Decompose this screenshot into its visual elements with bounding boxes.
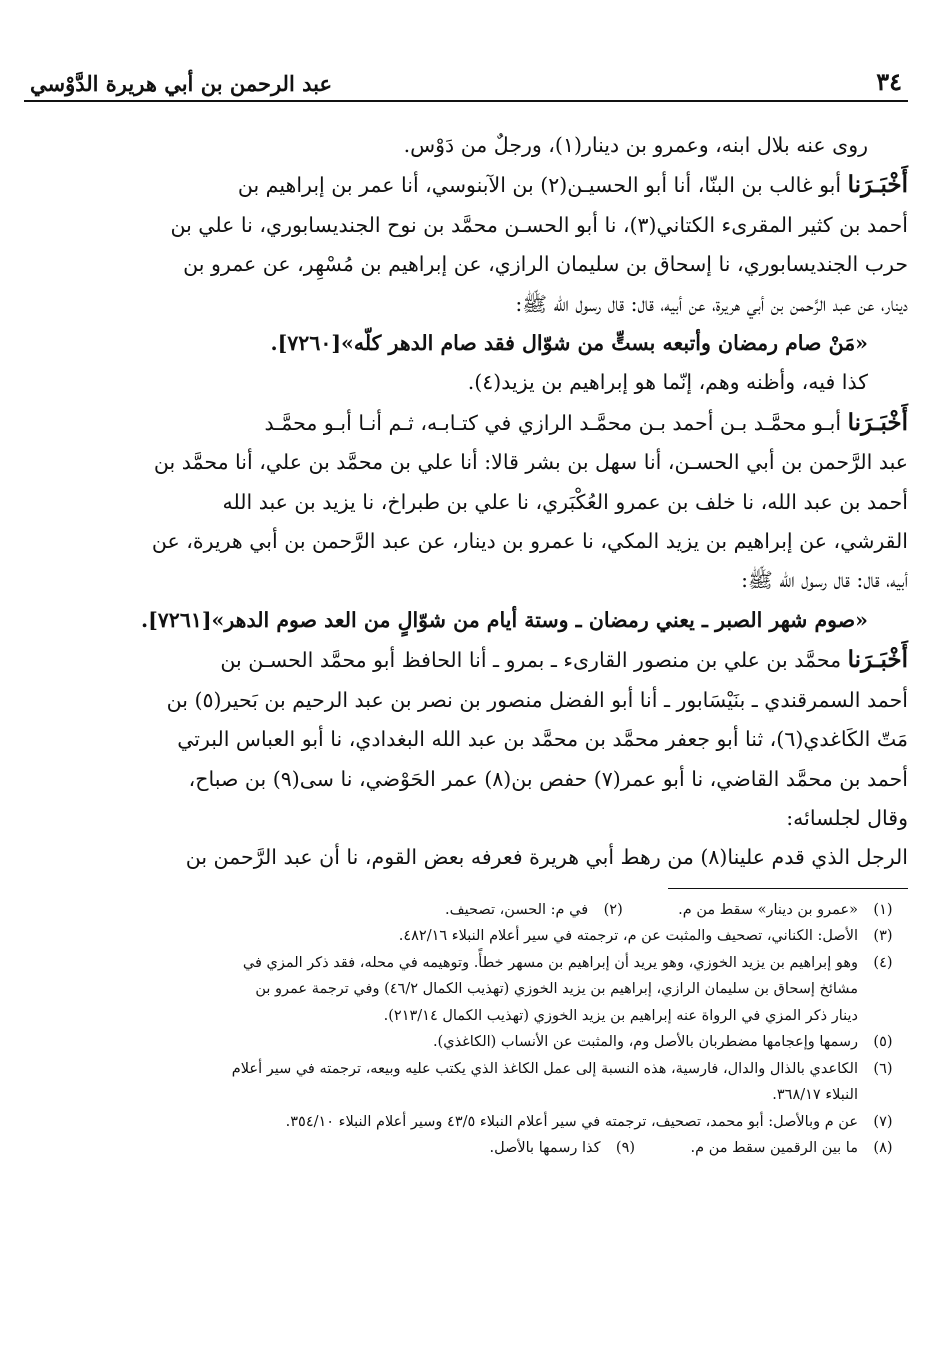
akhbarana-lead-word: أَخْبَـرَنا <box>847 408 908 436</box>
paragraph-start-line <box>24 403 908 443</box>
line-text: أبـو محمَّـد بـن أحمد بـن محمَّـد الرازي في كتـابـه، ثـم أنـا أبـو محمَّـد <box>264 410 848 435</box>
footnote <box>24 1082 908 1109</box>
footnote-text: الأصل: الكناني، تصحيف والمثبت عن م، ترجمته في سير أعلام النبلاء ٤٨٢/١٦. <box>398 928 858 945</box>
footnote <box>24 1029 908 1056</box>
text-line: كذا فيه، وأظنه وهم، إنّما هو إبراهيم بن يزيد(٤). <box>467 370 868 395</box>
footnote-pair <box>24 1135 908 1162</box>
akhbarana-lead-word: أَخْبَـرَنا <box>847 171 908 199</box>
text-line: روى عنه بلال ابنه، وعمرو بن دينار(١)، ورجلٌ من دَوْس. <box>403 133 868 157</box>
hadith-line: «صوم شهر الصبر ـ يعني رمضان ـ وستة أيام من شوّالٍ من العد صوم الدهر»[٧٢٦١]. <box>140 607 868 632</box>
footnote-number <box>858 976 908 1003</box>
footnote <box>445 897 638 924</box>
text-line: عبد الرَّحمن بن أبي الحسـن، أنا سهل بن بشر قالا: أنا علي بن محمَّد بن علي، أنا محمَّد بن <box>153 450 908 475</box>
footnote-number: (٩) <box>615 1140 636 1157</box>
footnote <box>24 950 908 977</box>
footnote-number <box>858 1003 908 1030</box>
footnote <box>24 1056 908 1083</box>
footnote-number <box>858 1082 908 1109</box>
footnote-text: رسمها وإعجامها مضطربان بالأصل وم، والمثبت عن الأنساب (الكاغذي). <box>432 1034 858 1051</box>
text-line: وقال لجلسائه: <box>786 805 908 830</box>
footnote <box>678 897 908 924</box>
page-number: ٣٤ <box>876 67 902 96</box>
footnote <box>489 1135 650 1162</box>
text-line: أحمد السمرقندي ـ بنَيْسَابور ـ أنا أبو الفضل منصور بن نصر بن عبد الرحيم بن بَحير(٥) بن <box>166 687 908 712</box>
main-text <box>24 126 908 878</box>
hadith-line: «مَنْ صام رمضان وأتبعه بستٍّ من شوّال فقد صام الدهر كلّه»[٧٢٦٠]. <box>270 331 868 356</box>
text-line: مَتّ الكَاغدي(٦)، ثنا أبو جعفر محمَّد بن محمَّد بن عبد الله البغدادي، نا أبو العباس البرتي <box>177 727 908 752</box>
line-text: محمَّد بن علي بن منصور القارىء ـ بمرو ـ أنا الحافظ أبو محمَّد الحسـن بن <box>220 648 848 673</box>
footnote-text: دينار ذكر المزي في الرواة عنه إبراهيم بن يزيد الخوزي (تهذيب الكمال ٢١٣/١٤). <box>383 1007 858 1024</box>
text-line: القرشي، عن إبراهيم بن يزيد المكي، نا عمرو بن دينار، عن عبد الرَّحمن بن أبي هريرة، عن <box>151 529 908 554</box>
footnote <box>24 1003 908 1030</box>
text-line: حرب الجنديسابوري، نا إسحاق بن سليمان الرازي، عن إبراهيم بن مُسْهِر، عن عمرو بن <box>183 252 908 277</box>
footnote <box>24 976 908 1003</box>
page-header <box>24 52 908 102</box>
footnote-text: «عمرو بن دينار» سقط من م. <box>678 901 858 918</box>
text-line: أبيه، قال: قال رسول الله ﷺ: <box>741 568 908 593</box>
footnote-pair <box>24 897 908 924</box>
footnote-number: (٧) <box>873 1113 893 1130</box>
paragraph-start-line <box>24 165 908 205</box>
running-title: عبد الرحمن بن أبي هريرة الدَّوْسي <box>30 71 332 96</box>
footnote-text: في م: الحسن، تصحيف. <box>445 901 589 918</box>
footnote-number: (٢) <box>603 901 623 918</box>
akhbarana-lead-word: أَخْبَـرَنا <box>847 646 908 674</box>
text-line: الرجل الذي قدم علينا(٨) من رهط أبي هريرة فعرفه بعض القوم، نا أن عبد الرَّحمن بن <box>185 845 908 870</box>
footnote-number: (٣) <box>873 928 893 945</box>
footnote <box>24 1109 908 1136</box>
footnote-number: (٦) <box>873 1060 893 1077</box>
footnote-number: (٤) <box>873 954 893 971</box>
text-line: أحمد بن عبد الله، نا خلف بن عمرو العُكْبَري، نا علي بن طبراخ، نا يزيد بن عبد الله <box>222 489 908 514</box>
footnotes <box>24 897 908 1162</box>
footnote-text: النبلاء ٣٦٨/١٧. <box>772 1087 858 1104</box>
footnote-separator <box>668 888 908 889</box>
footnote-text: الكاعدي بالذال والدال، فارسية، هذه النسبة إلى عمل الكاغذ الذي يكتب عليه وبيعه، ترجمته في سير أعلام <box>231 1060 858 1077</box>
footnote-text: مشائخ إسحاق بن سليمان الرازي، إبراهيم بن يزيد الخوزي (تهذيب الكمال ٤٦/٢) وفي ترجمة عمرو بن <box>255 981 858 998</box>
footnote-text: وهو إبراهيم بن يزيد الخوزي، وهو يريد أن إبراهيم بن مسهر خطأً. وتوهيمه في محله، فقد ذكر المزي في <box>242 954 858 971</box>
footnote <box>691 1135 909 1162</box>
paragraph-start-line <box>24 640 908 680</box>
footnote-number: (١) <box>873 901 893 918</box>
text-line: أحمد بن كثير المقرىء الكتاني(٣)، نا أبو الحسـن محمَّد بن نوح الجنديسابوري، نا علي بن <box>170 212 908 237</box>
text-line: دينار، عن عبد الرَّحمن بن أبي هريرة، عن أبيه، قال: قال رسول الله ﷺ: <box>515 291 908 316</box>
footnote-text: عن م وبالأصل: أبو محمد، تصحيف، ترجمته في سير أعلام النبلاء ٤٣/٥ وسير أعلام النبلاء ٣٥٤/١٠. <box>285 1113 858 1130</box>
footnote <box>24 923 908 950</box>
footnote-number: (٨) <box>873 1140 893 1157</box>
line-text: أبو غالب بن البنّا، أنا أبو الحسيـن(٢) بن الآبنوسي، أنا عمر بن إبراهيم بن <box>237 173 848 198</box>
footnote-text: ما بين الرقمين سقط من م. <box>690 1140 858 1157</box>
text-line: أحمد بن محمَّد القاضي، نا أبو عمر(٧) حفص بن(٨) عمر الحَوْضي، نا سى(٩) بن صباح، <box>188 766 908 791</box>
footnote-number: (٥) <box>873 1034 893 1051</box>
footnote-text: كذا رسمها بالأصل. <box>489 1140 601 1157</box>
